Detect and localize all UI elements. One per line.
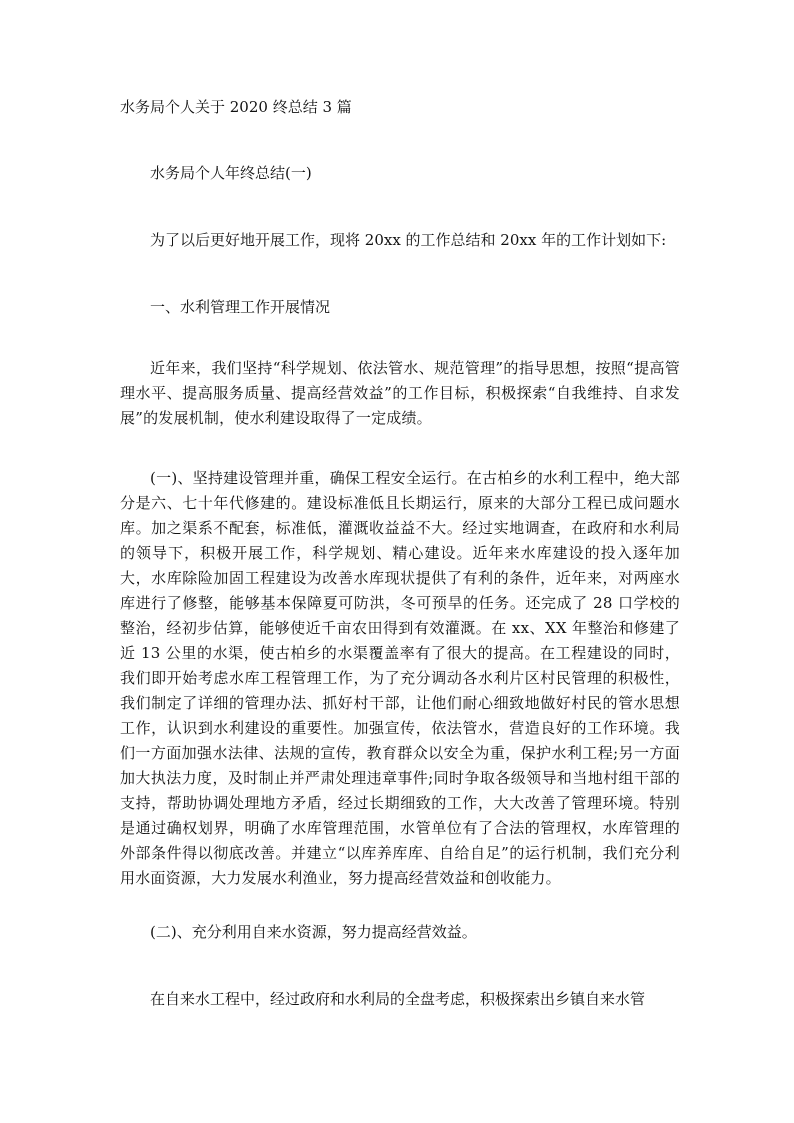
paragraph-2: (一)、坚持建设管理并重，确保工程安全运行。在古柏乡的水利工程中，绝大部分是六、七十年代修建的。建设标准低且长期运行，原来的大部分工程已成问题水库。加之渠系不配套，标准低，灌溉收益益不大。经过实地调查，在政府和水利局的领导下，积极开展工作，科学规划、精心建设。近年来水库建设的投入逐年加大，水库除险加固工程建设为改善水库现状提供了有利的条件，近年来，对两座水库进行了修整，能够基本保障夏可防洪，冬可预旱的任务。还完成了 28 口学校的整治，经初步估算，能够使近千亩农田得到有效灌溉。在 xx、XX 年整治和修建了近 13 公里的水渠，使古柏乡的水渠覆盖率有了很大的提高。在工程建设的同时，我们即开始考虑水库工程管理工作，为了充分调动各水利片区村民管理的积极性，我们制定了详细的管理办法、抓好村干部，让他们耐心细致地做好村民的管水思想工作，认识到水利建设的重要性。加强宣传，依法管水，营造良好的工作环境。我们一方面加强水法律、法规的宣传，教育群众以安全为重，保护水利工程;另一方面加大执法力度，及时制止并严肃处理违章事件;同时争取各级领导和当地村组干部的支持，帮助协调处理地方矛盾，经过长期细致的工作，大大改善了管理环境。特别是通过确权划界，明确了水库管理范围，水管单位有了合法的管理权，水库管理的外部条件得以彻底改善。并建立“以库养库库、自给自足”的运行机制，我们充分利用水面资源，大力发展水利渔业，努力提高经营效益和创收能力。	[120, 469, 680, 887]
intro-paragraph: 为了以后更好地开展工作，现将 20xx 的工作总结和 20xx 年的工作计划如下:	[150, 231, 667, 249]
paragraph-3: 在自来水工程中，经过政府和水利局的全盘考虑，积极探索出乡镇自来水管	[150, 990, 646, 1008]
sub-heading-2: (二)、充分利用自来水资源，努力提高经营效益。	[150, 923, 477, 941]
document-subtitle: 水务局个人年终总结(一)	[150, 164, 312, 182]
document-title: 水务局个人关于 2020 终总结 3 篇	[120, 98, 352, 116]
section-heading-1: 一、水利管理工作开展情况	[150, 298, 331, 316]
paragraph-1: 近年来，我们坚持“科学规划、依法管水、规范管理”的指导思想，按照“提高管理水平、提高服务质量、提高经营效益”的工作目标，积极探索“自我维持、自求发展”的发展机制，使水利建设取得了一定成绩。	[120, 359, 680, 427]
